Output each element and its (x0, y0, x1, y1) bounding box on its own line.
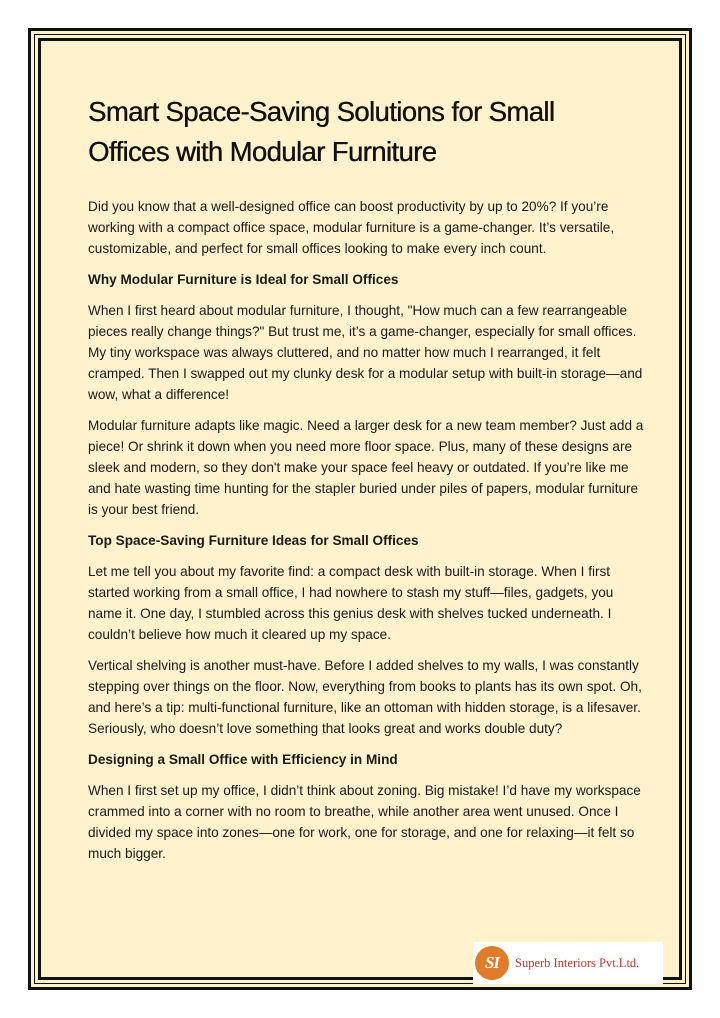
section-heading-designing: Designing a Small Office with Efficiency in Mind (88, 752, 398, 767)
paragraph: Modular furniture adapts like magic. Need a larger desk for a new team member? Just add a piece! Or shrink it down when you need more floor space. Plus, many of these designs are sleek and modern, so they don't make your space feel heavy or outdated. If you’re like me and hate wasting time hunting for the stapler buried under piles of papers, modular furniture is your best friend. (88, 418, 644, 517)
title-line-1: Smart Space-Saving Solutions for Small (88, 96, 555, 127)
section-heading-top-ideas: Top Space-Saving Furniture Ideas for Small Offices (88, 533, 419, 548)
paragraph: Vertical shelving is another must-have. Before I added shelves to my walls, I was constantly stepping over things on the floor. Now, everything from books to plants has its own spot. Oh, and here’s a tip: multi-functional furniture, like an ottoman with hidden storage, is a lifesaver. Seriously, who doesn’t love something that looks great and works double duty? (88, 658, 642, 736)
paragraph: When I first set up my office, I didn’t think about zoning. Big mistake! I’d have my workspace crammed into a corner with no room to breathe, while another area went unused. Once I divided my space into zones—one for work, one for storage, and one for relaxing—it felt so much bigger. (88, 783, 641, 861)
intro-paragraph: Did you know that a well-designed office can boost productivity by up to 20%? If you’re working with a compact office space, modular furniture is a game-changer. It’s versatile, customizable, and perfect for small offices looking to make every inch count. (88, 199, 615, 256)
company-logo (473, 942, 663, 984)
section-heading-why-modular: Why Modular Furniture is Ideal for Small Offices (88, 272, 399, 287)
document-content (88, 92, 648, 874)
document-title (88, 92, 648, 172)
logo-text: Superb Interiors Pvt.Ltd. (515, 955, 640, 970)
title-line-2: Offices with Modular Furniture (88, 136, 437, 167)
paragraph: When I first heard about modular furniture, I thought, "How much can a few rearrangeable pieces really change things?" But trust me, it’s a game-changer, especially for small offices. My tiny workspace was always cluttered, and no matter how much I rearranged, it felt cramped. Then I swapped out my clunky desk for a modular setup with built-in storage—and wow, what a difference! (88, 303, 643, 402)
logo-mark: SI (475, 946, 509, 980)
paragraph: Let me tell you about my favorite find: a compact desk with built-in storage. When I first started working from a small office, I had nowhere to stash my stuff—files, gadgets, you name it. One day, I stumbled across this genius desk with shelves tucked underneath. I couldn’t believe how much it cleared up my space. (88, 564, 614, 642)
document-page (28, 28, 692, 990)
